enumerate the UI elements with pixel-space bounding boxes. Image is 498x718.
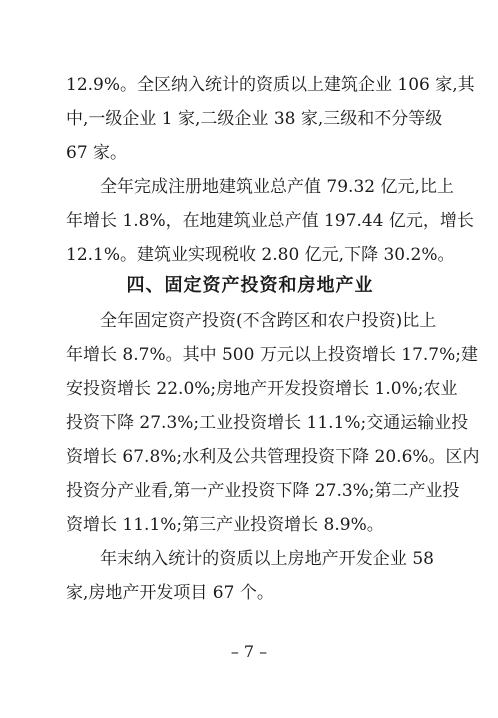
paragraph-3-line-1: 全年固定资产投资(不含跨区和农户投资)比上 <box>100 311 437 331</box>
page-number: – 7 – <box>230 642 268 661</box>
paragraph-1-line-3: 67 家。 <box>66 143 128 163</box>
section-heading: 四、固定资产投资和房地产业 <box>126 275 374 296</box>
paragraph-2-line-2: 年增长 1.8%，在地建筑业总产值 197.44 亿元，增长 <box>66 211 474 231</box>
paragraph-3-line-2: 年增长 8.7%。其中 500 万元以上投资增长 17.7%;建 <box>66 345 478 365</box>
paragraph-3-line-6: 投资分产业看,第一产业投资下降 27.3%;第二产业投 <box>66 481 460 501</box>
paragraph-3-line-4: 投资下降 27.3%;工业投资增长 11.1%;交通运输业投 <box>66 413 469 433</box>
paragraph-4-line-2: 家,房地产开发项目 67 个。 <box>66 583 274 603</box>
paragraph-3-line-7: 资增长 11.1%;第三产业投资增长 8.9%。 <box>66 515 384 535</box>
paragraph-4-line-1: 年末纳入统计的资质以上房地产开发企业 58 <box>100 549 434 569</box>
paragraph-1-line-1: 12.9%。全区纳入统计的资质以上建筑企业 106 家,其 <box>66 75 475 95</box>
paragraph-2-line-3: 12.1%。建筑业实现税收 2.80 亿元,下降 30.2%。 <box>66 245 455 265</box>
paragraph-1-line-2: 中,一级企业 1 家,二级企业 38 家,三级和不分等级 <box>66 109 443 129</box>
paragraph-3-line-5: 资增长 67.8%;水利及公共管理投资下降 20.6%。区内 <box>66 447 480 467</box>
paragraph-2-line-1: 全年完成注册地建筑业总产值 79.32 亿元,比上 <box>100 177 454 197</box>
paragraph-3-line-3: 安投资增长 22.0%;房地产开发投资增长 1.0%;农业 <box>66 379 458 399</box>
